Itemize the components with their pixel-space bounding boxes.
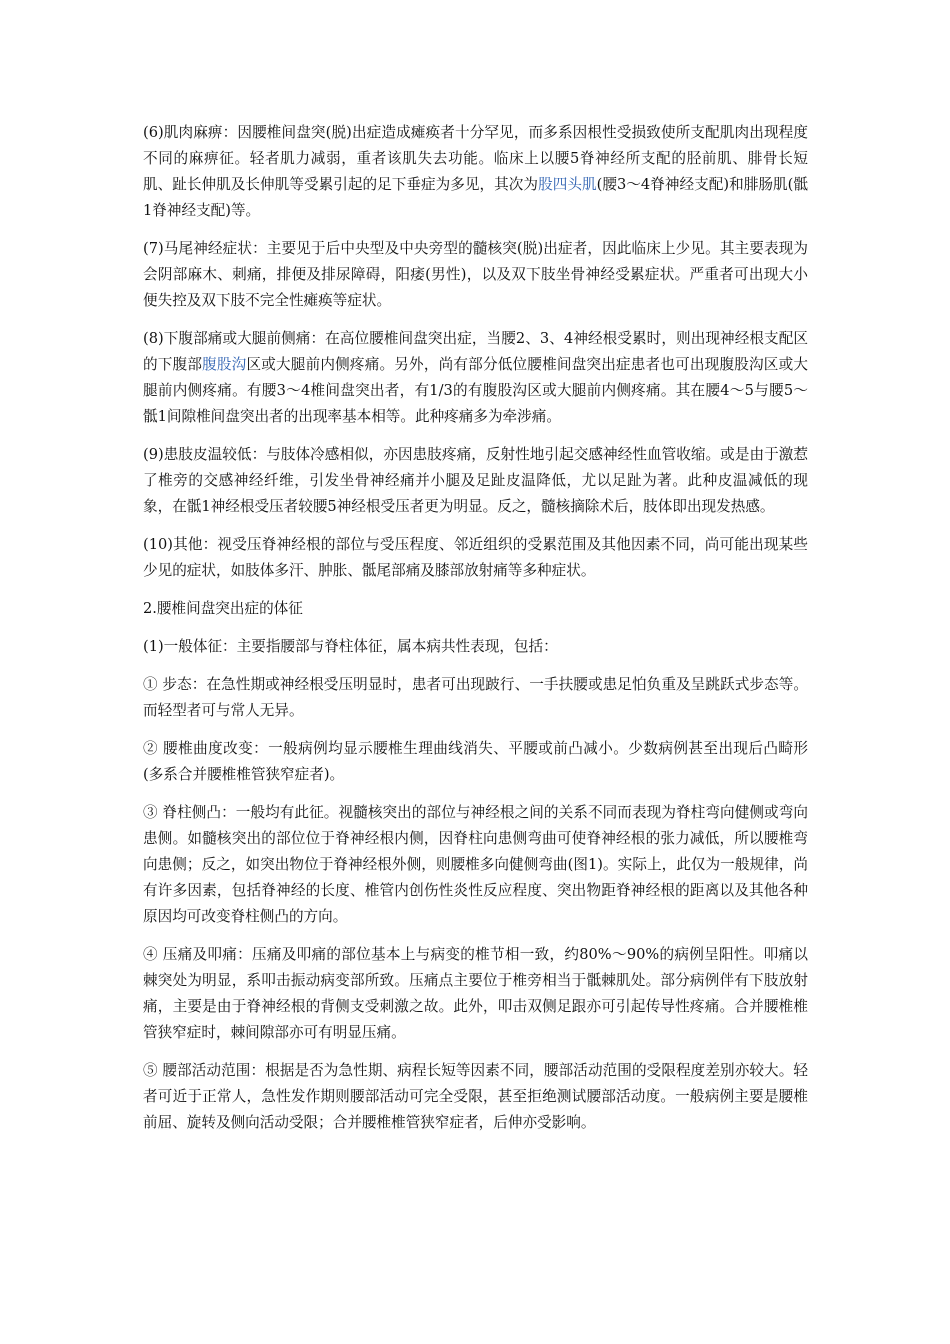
- text-segment: (9)患肢皮温较低：与肢体冷感相似，亦因患肢疼痛，反射性地引起交感神经性血管收缩。或是由于激惹了椎旁的交感神经纤维，引发坐骨神经痛并小腿及足趾皮温降低，尤以足趾为著。此种皮温减低的现象，在骶1神经根受压者较腰5神经根受压者更为明显。反之，髓核摘除术后，肢体即出现发热感。: [143, 446, 808, 515]
- paragraph-skin-temperature: [143, 442, 808, 520]
- text-segment: (腰3～4脊神经支配)和腓肠肌(骶1脊神经支配)等。: [143, 176, 808, 219]
- paragraph-general-signs: [143, 634, 808, 660]
- text-segment: ① 步态：在急性期或神经根受压明显时，患者可出现跛行、一手扶腰或患足怕负重及呈跳跃式步态等。而轻型者可与常人无异。: [143, 676, 808, 719]
- text-segment: (1)一般体征：主要指腰部与脊柱体征，属本病共性表现，包括：: [143, 638, 558, 655]
- paragraph-lumbar-curvature: [143, 736, 808, 788]
- paragraph-muscle-paralysis: [143, 120, 808, 224]
- text-segment: (10)其他：视受压脊神经根的部位与受压程度、邻近组织的受累范围及其他因素不同，尚可能出现某些少见的症状，如肢体多汗、肿胀、骶尾部痛及膝部放射痛等多种症状。: [143, 536, 808, 579]
- text-segment: (7)马尾神经症状：主要见于后中央型及中央旁型的髓核突(脱)出症者，因此临床上少见。其主要表现为会阴部麻木、刺痛，排便及排尿障碍，阳痿(男性)，以及双下肢坐骨神经受累症状。严重者可出现大小便失控及双下肢不完全性瘫痪等症状。: [143, 240, 808, 309]
- paragraph-gait: [143, 672, 808, 724]
- text-segment: (6)肌肉麻痹：因腰椎间盘突(脱)出症造成瘫痪者十分罕见，而多系因根性受损致使所支配肌肉出现程度不同的麻痹征。轻者肌力减弱，重者该肌失去功能。临床上以腰5脊神经所支配的胫前肌、腓骨长短肌、趾长伸肌及长伸肌等受累引起的足下垂症为多见，其次为: [143, 124, 808, 193]
- link-quadriceps[interactable]: 股四头肌: [538, 176, 597, 193]
- paragraph-range-of-motion: [143, 1058, 808, 1136]
- text-segment: ④ 压痛及叩痛：压痛及叩痛的部位基本上与病变的椎节相一致，约80%～90%的病例呈阳性。叩痛以棘突处为明显，系叩击振动病变部所致。压痛点主要位于椎旁相当于骶棘肌处。部分病例伴有下肢放射痛，主要是由于脊神经根的背侧支受刺激之故。此外，叩击双侧足跟亦可引起传导性疼痛。合并腰椎椎管狭窄症时，棘间隙部亦可有明显压痛。: [143, 946, 808, 1041]
- text-segment: ③ 脊柱侧凸：一般均有此征。视髓核突出的部位与神经根之间的关系不同而表现为脊柱弯向健侧或弯向患侧。如髓核突出的部位位于脊神经根内侧，因脊柱向患侧弯曲可使脊神经根的张力减低，所以腰椎弯向患侧；反之，如突出物位于脊神经根外侧，则腰椎多向健侧弯曲(图1)。实际上，此仅为一般规律，尚有许多因素，包括脊神经的长度、椎管内创伤性炎性反应程度、突出物距脊神经根的距离以及其他各种原因均可改变脊柱侧凸的方向。: [143, 804, 808, 925]
- text-segment: (8)下腹部痛或大腿前侧痛：在高位腰椎间盘突出症，当腰2、3、4神经根受累时，则出现神经根支配区的下腹部: [143, 330, 808, 373]
- text-segment: 2.腰椎间盘突出症的体征: [143, 600, 303, 617]
- paragraph-lower-abdominal-pain: [143, 326, 808, 430]
- paragraph-scoliosis: [143, 800, 808, 930]
- text-segment: ② 腰椎曲度改变：一般病例均显示腰椎生理曲线消失、平腰或前凸减小。少数病例甚至出现后凸畸形(多系合并腰椎椎管狭窄症者)。: [143, 740, 808, 783]
- paragraph-cauda-equina: [143, 236, 808, 314]
- link-inguinal[interactable]: 腹股沟: [202, 356, 247, 373]
- paragraph-other-symptoms: [143, 532, 808, 584]
- section-heading-signs: [143, 596, 808, 622]
- text-segment: 区或大腿前内侧疼痛。另外，尚有部分低位腰椎间盘突出症患者也可出现腹股沟区或大腿前内侧疼痛。有腰3～4椎间盘突出者，有1/3的有腹股沟区或大腿前内侧疼痛。其在腰4～5与腰5～骶1间隙椎间盘突出者的出现率基本相等。此种疼痛多为牵涉痛。: [143, 356, 808, 425]
- paragraph-tenderness: [143, 942, 808, 1046]
- text-segment: ⑤ 腰部活动范围：根据是否为急性期、病程长短等因素不同，腰部活动范围的受限程度差别亦较大。轻者可近于正常人，急性发作期则腰部活动可完全受限，甚至拒绝测试腰部活动度。一般病例主要是腰椎前屈、旋转及侧向活动受限；合并腰椎椎管狭窄症者，后伸亦受影响。: [143, 1062, 808, 1131]
